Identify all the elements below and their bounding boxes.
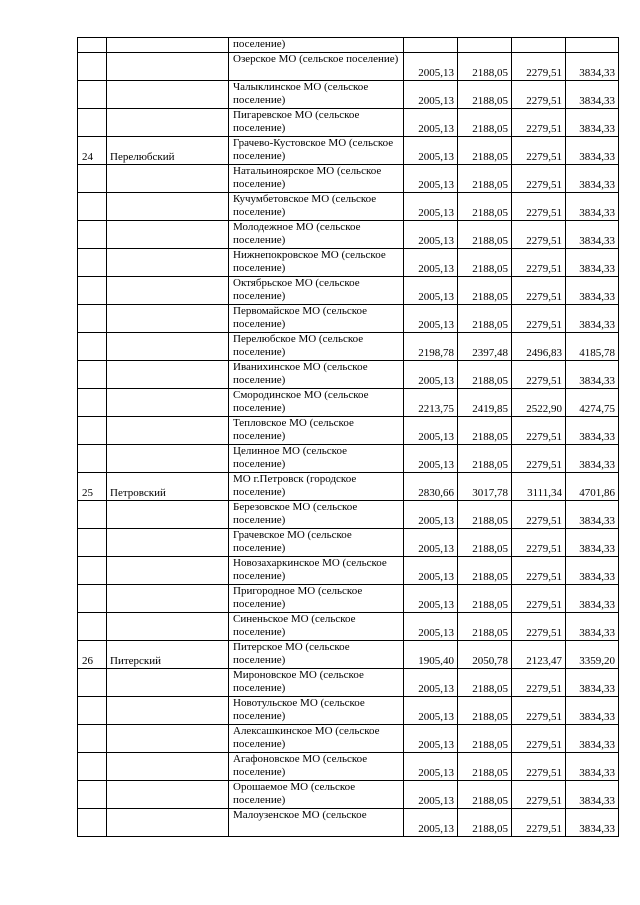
row-number-cell: 26 (78, 641, 107, 669)
table-row (78, 445, 619, 473)
value-1-cell: 2005,13 (404, 53, 458, 81)
municipality-name-cell: Целинное МО (сельское поселение) (229, 445, 404, 473)
tariff-table (77, 37, 619, 837)
value-1-cell: 2830,66 (404, 473, 458, 501)
value-3-cell (512, 38, 566, 53)
municipality-name-cell: Озерское МО (сельское поселение) (229, 53, 404, 81)
municipality-name-cell: Чалыклинское МО (сельское поселение) (229, 81, 404, 109)
municipality-name-cell: Березовское МО (сельское поселение) (229, 501, 404, 529)
value-1-cell: 2005,13 (404, 305, 458, 333)
value-3-cell: 2279,51 (512, 249, 566, 277)
value-4-cell: 4701,86 (566, 473, 619, 501)
table-row (78, 557, 619, 585)
value-3-cell: 2279,51 (512, 81, 566, 109)
value-3-cell: 2279,51 (512, 193, 566, 221)
district-cell (107, 753, 229, 781)
district-cell (107, 781, 229, 809)
value-4-cell: 3834,33 (566, 809, 619, 837)
value-3-cell: 2279,51 (512, 753, 566, 781)
value-1-cell: 2005,13 (404, 361, 458, 389)
table-row (78, 697, 619, 725)
row-number-cell (78, 249, 107, 277)
value-2-cell: 2188,05 (458, 613, 512, 641)
value-4-cell: 3834,33 (566, 501, 619, 529)
municipality-name-cell: Иванихинское МО (сельское поселение) (229, 361, 404, 389)
row-number-cell (78, 305, 107, 333)
value-1-cell: 2005,13 (404, 557, 458, 585)
value-4-cell: 3834,33 (566, 277, 619, 305)
district-cell (107, 417, 229, 445)
district-cell (107, 529, 229, 557)
value-4-cell: 4185,78 (566, 333, 619, 361)
value-1-cell: 2005,13 (404, 445, 458, 473)
value-4-cell: 3834,33 (566, 697, 619, 725)
municipality-name-cell: Пигаревское МО (сельское поселение) (229, 109, 404, 137)
value-4-cell: 3834,33 (566, 529, 619, 557)
row-number-cell (78, 585, 107, 613)
table-row (78, 137, 619, 165)
value-1-cell: 2005,13 (404, 137, 458, 165)
value-3-cell: 2279,51 (512, 221, 566, 249)
table-row (78, 53, 619, 81)
value-3-cell: 2123,47 (512, 641, 566, 669)
value-1-cell: 2005,13 (404, 81, 458, 109)
district-cell (107, 109, 229, 137)
value-2-cell: 2188,05 (458, 781, 512, 809)
municipality-name-cell: Мироновское МО (сельское поселение) (229, 669, 404, 697)
value-4-cell: 3834,33 (566, 585, 619, 613)
district-cell (107, 81, 229, 109)
value-3-cell: 2279,51 (512, 137, 566, 165)
table-row (78, 361, 619, 389)
value-2-cell: 2188,05 (458, 445, 512, 473)
value-1-cell: 2005,13 (404, 585, 458, 613)
district-cell (107, 613, 229, 641)
value-4-cell: 3834,33 (566, 109, 619, 137)
municipality-name-cell: Нижнепокровское МО (сельское поселение) (229, 249, 404, 277)
table-row (78, 249, 619, 277)
municipality-name-cell: поселение) (229, 38, 404, 53)
value-4-cell: 3834,33 (566, 669, 619, 697)
district-cell (107, 585, 229, 613)
municipality-name-cell: Грачевское МО (сельское поселение) (229, 529, 404, 557)
value-1-cell: 2005,13 (404, 501, 458, 529)
municipality-name-cell: Питерское МО (сельское поселение) (229, 641, 404, 669)
row-number-cell (78, 81, 107, 109)
municipality-name-cell: МО г.Петровск (городское поселение) (229, 473, 404, 501)
value-4-cell: 3834,33 (566, 81, 619, 109)
value-3-cell: 2279,51 (512, 277, 566, 305)
value-2-cell: 2188,05 (458, 669, 512, 697)
value-1-cell: 2005,13 (404, 277, 458, 305)
district-cell (107, 305, 229, 333)
value-3-cell: 2279,51 (512, 585, 566, 613)
value-4-cell: 3834,33 (566, 137, 619, 165)
row-number-cell (78, 417, 107, 445)
value-1-cell: 2198,78 (404, 333, 458, 361)
value-2-cell: 3017,78 (458, 473, 512, 501)
municipality-name-cell: Тепловское МО (сельское поселение) (229, 417, 404, 445)
table-row (78, 389, 619, 417)
district-cell (107, 697, 229, 725)
value-3-cell: 2279,51 (512, 361, 566, 389)
municipality-name-cell: Перелюбское МО (сельское поселение) (229, 333, 404, 361)
district-cell (107, 809, 229, 837)
municipality-name-cell: Октябрьское МО (сельское поселение) (229, 277, 404, 305)
value-1-cell: 2005,13 (404, 809, 458, 837)
value-2-cell (458, 38, 512, 53)
municipality-name-cell: Смородинское МО (сельское поселение) (229, 389, 404, 417)
row-number-cell (78, 277, 107, 305)
value-1-cell (404, 38, 458, 53)
district-cell (107, 557, 229, 585)
value-4-cell: 3359,20 (566, 641, 619, 669)
municipality-name-cell: Пригородное МО (сельское поселение) (229, 585, 404, 613)
district-cell (107, 361, 229, 389)
value-2-cell: 2188,05 (458, 809, 512, 837)
value-2-cell: 2188,05 (458, 81, 512, 109)
row-number-cell: 24 (78, 137, 107, 165)
municipality-name-cell: Новотульское МО (сельское поселение) (229, 697, 404, 725)
table-row (78, 669, 619, 697)
value-2-cell: 2188,05 (458, 725, 512, 753)
district-cell (107, 669, 229, 697)
row-number-cell (78, 753, 107, 781)
value-2-cell: 2188,05 (458, 361, 512, 389)
table-row (78, 725, 619, 753)
table-row (78, 585, 619, 613)
table-row (78, 38, 619, 53)
value-1-cell: 2005,13 (404, 613, 458, 641)
district-cell (107, 38, 229, 53)
value-1-cell: 2005,13 (404, 193, 458, 221)
row-number-cell (78, 333, 107, 361)
district-cell (107, 221, 229, 249)
value-3-cell: 2522,90 (512, 389, 566, 417)
row-number-cell (78, 445, 107, 473)
value-2-cell: 2188,05 (458, 753, 512, 781)
municipality-name-cell: Грачево-Кустовское МО (сельское поселение) (229, 137, 404, 165)
value-2-cell: 2188,05 (458, 249, 512, 277)
value-2-cell: 2188,05 (458, 305, 512, 333)
district-cell (107, 165, 229, 193)
district-cell (107, 53, 229, 81)
value-2-cell: 2188,05 (458, 165, 512, 193)
value-2-cell: 2188,05 (458, 585, 512, 613)
value-4-cell: 3834,33 (566, 557, 619, 585)
row-number-cell (78, 501, 107, 529)
district-cell (107, 277, 229, 305)
row-number-cell (78, 809, 107, 837)
value-4-cell: 3834,33 (566, 725, 619, 753)
municipality-name-cell: Агафоновское МО (сельское поселение) (229, 753, 404, 781)
row-number-cell (78, 781, 107, 809)
value-4-cell: 3834,33 (566, 305, 619, 333)
value-2-cell: 2188,05 (458, 193, 512, 221)
value-2-cell: 2188,05 (458, 109, 512, 137)
row-number-cell (78, 38, 107, 53)
table-row (78, 781, 619, 809)
value-3-cell: 2279,51 (512, 809, 566, 837)
value-2-cell: 2188,05 (458, 277, 512, 305)
value-1-cell: 2005,13 (404, 781, 458, 809)
table-row (78, 753, 619, 781)
value-1-cell: 2005,13 (404, 109, 458, 137)
value-1-cell: 2005,13 (404, 165, 458, 193)
value-1-cell: 2005,13 (404, 221, 458, 249)
table-row (78, 529, 619, 557)
value-2-cell: 2397,48 (458, 333, 512, 361)
district-cell (107, 725, 229, 753)
table-row (78, 501, 619, 529)
value-1-cell: 2005,13 (404, 725, 458, 753)
value-2-cell: 2419,85 (458, 389, 512, 417)
table-row (78, 333, 619, 361)
value-4-cell: 3834,33 (566, 165, 619, 193)
value-4-cell: 3834,33 (566, 53, 619, 81)
value-4-cell: 3834,33 (566, 361, 619, 389)
value-3-cell: 2279,51 (512, 109, 566, 137)
value-1-cell: 2213,75 (404, 389, 458, 417)
value-1-cell: 2005,13 (404, 417, 458, 445)
value-4-cell: 3834,33 (566, 613, 619, 641)
value-3-cell: 2279,51 (512, 417, 566, 445)
value-3-cell: 2279,51 (512, 445, 566, 473)
municipality-name-cell: Алексашкинское МО (сельское поселение) (229, 725, 404, 753)
value-2-cell: 2050,78 (458, 641, 512, 669)
value-4-cell (566, 38, 619, 53)
district-cell (107, 249, 229, 277)
value-3-cell: 2279,51 (512, 669, 566, 697)
table-row (78, 417, 619, 445)
value-1-cell: 2005,13 (404, 753, 458, 781)
value-1-cell: 2005,13 (404, 669, 458, 697)
value-3-cell: 2279,51 (512, 305, 566, 333)
table-row (78, 809, 619, 837)
row-number-cell (78, 193, 107, 221)
value-4-cell: 3834,33 (566, 193, 619, 221)
district-cell (107, 193, 229, 221)
value-2-cell: 2188,05 (458, 557, 512, 585)
value-3-cell: 2279,51 (512, 53, 566, 81)
value-4-cell: 3834,33 (566, 417, 619, 445)
row-number-cell (78, 361, 107, 389)
municipality-name-cell: Натальиноярское МО (сельское поселение) (229, 165, 404, 193)
municipality-name-cell: Синеньское МО (сельское поселение) (229, 613, 404, 641)
value-1-cell: 2005,13 (404, 529, 458, 557)
value-4-cell: 3834,33 (566, 445, 619, 473)
table-row (78, 613, 619, 641)
value-2-cell: 2188,05 (458, 529, 512, 557)
municipality-name-cell: Новозахаркинское МО (сельское поселение) (229, 557, 404, 585)
value-2-cell: 2188,05 (458, 417, 512, 445)
value-4-cell: 3834,33 (566, 753, 619, 781)
value-3-cell: 2279,51 (512, 529, 566, 557)
value-3-cell: 2279,51 (512, 725, 566, 753)
table-row (78, 81, 619, 109)
value-2-cell: 2188,05 (458, 501, 512, 529)
table-row (78, 305, 619, 333)
table-row (78, 641, 619, 669)
district-cell: Перелюбский (107, 137, 229, 165)
row-number-cell: 25 (78, 473, 107, 501)
value-4-cell: 3834,33 (566, 221, 619, 249)
value-1-cell: 2005,13 (404, 249, 458, 277)
municipality-name-cell: Кучумбетовское МО (сельское поселение) (229, 193, 404, 221)
district-cell (107, 445, 229, 473)
table-row (78, 109, 619, 137)
municipality-name-cell: Первомайское МО (сельское поселение) (229, 305, 404, 333)
table-row (78, 473, 619, 501)
value-2-cell: 2188,05 (458, 53, 512, 81)
row-number-cell (78, 389, 107, 417)
municipality-name-cell: Малоузенское МО (сельское (229, 809, 404, 837)
value-2-cell: 2188,05 (458, 221, 512, 249)
value-3-cell: 2279,51 (512, 613, 566, 641)
row-number-cell (78, 613, 107, 641)
row-number-cell (78, 529, 107, 557)
value-1-cell: 1905,40 (404, 641, 458, 669)
value-4-cell: 3834,33 (566, 249, 619, 277)
row-number-cell (78, 165, 107, 193)
row-number-cell (78, 53, 107, 81)
table-body (78, 38, 619, 837)
value-3-cell: 2279,51 (512, 501, 566, 529)
row-number-cell (78, 221, 107, 249)
value-3-cell: 3111,34 (512, 473, 566, 501)
value-3-cell: 2279,51 (512, 557, 566, 585)
district-cell: Петровский (107, 473, 229, 501)
municipality-name-cell: Орошаемое МО (сельское поселение) (229, 781, 404, 809)
value-2-cell: 2188,05 (458, 697, 512, 725)
table-row (78, 165, 619, 193)
table-row (78, 277, 619, 305)
row-number-cell (78, 557, 107, 585)
district-cell (107, 501, 229, 529)
value-2-cell: 2188,05 (458, 137, 512, 165)
row-number-cell (78, 725, 107, 753)
value-3-cell: 2279,51 (512, 697, 566, 725)
row-number-cell (78, 109, 107, 137)
value-1-cell: 2005,13 (404, 697, 458, 725)
district-cell (107, 333, 229, 361)
table-row (78, 221, 619, 249)
municipality-name-cell: Молодежное МО (сельское поселение) (229, 221, 404, 249)
value-3-cell: 2279,51 (512, 781, 566, 809)
table-row (78, 193, 619, 221)
district-cell: Питерский (107, 641, 229, 669)
value-3-cell: 2496,83 (512, 333, 566, 361)
value-3-cell: 2279,51 (512, 165, 566, 193)
district-cell (107, 389, 229, 417)
value-4-cell: 4274,75 (566, 389, 619, 417)
row-number-cell (78, 697, 107, 725)
value-4-cell: 3834,33 (566, 781, 619, 809)
row-number-cell (78, 669, 107, 697)
